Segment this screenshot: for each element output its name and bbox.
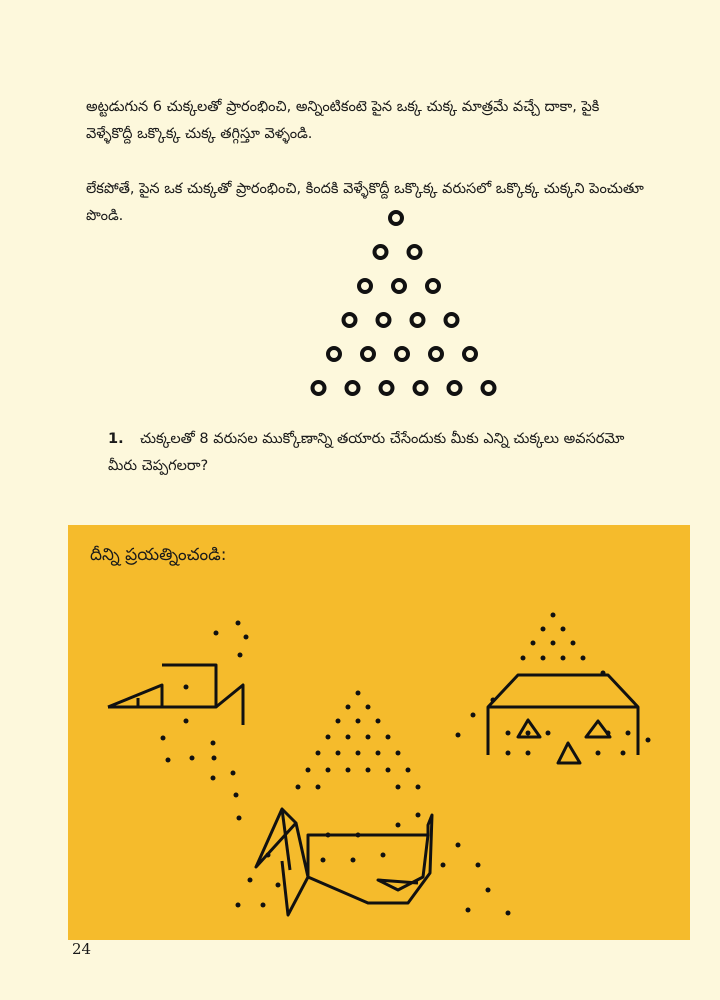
triangle-dot — [375, 246, 387, 258]
triangle-dot — [483, 382, 495, 394]
activity-heading: దీన్ని ప్రయత్నించండి: — [90, 545, 227, 565]
alternate-paragraph: లేకపోతే, పైన ఒక చుక్కతో ప్రారంభించి, కిందకి వెళ్ళేకొద్దీ ఒక్కొక్క వరుసలో ఒక్కొక్క చుక్కని పెంచుతూ పొండి. — [86, 181, 644, 224]
dot-triangle-figure — [300, 200, 500, 400]
triangle-dot — [430, 348, 442, 360]
question-1 — [108, 426, 648, 480]
triangle-dot — [446, 314, 458, 326]
try-this-panel — [68, 525, 690, 940]
triangle-dot — [347, 382, 359, 394]
question-text: చుక్కలతో 8 వరుసల ముక్కోణాన్ని తయారు చేసేందుకు మీకు ఎన్ని చుక్కలు అవసరమో మీరు చెప్పగలరా? — [108, 431, 625, 474]
fish-drawing — [108, 621, 249, 821]
triangle-dot — [464, 348, 476, 360]
triangle-dot — [415, 382, 427, 394]
intro-paragraph: అట్టడుగున 6 చుక్కలతో ప్రారంభించి, అన్నింటికంటె పైన ఒక్క చుక్క మాత్రమే వచ్చే దాకా, పైకి వెళ్ళేకొద్దీ ఒక్కొక్క చుక్క తగ్గిస్తూ వెళ్ళండి. — [86, 99, 600, 142]
triangle-dot — [449, 382, 461, 394]
triangle-dot — [396, 348, 408, 360]
triangle-dot — [427, 280, 439, 292]
triangle-dot — [378, 314, 390, 326]
triangle-dot — [390, 212, 402, 224]
triangle-dot — [412, 314, 424, 326]
triangle-dot — [344, 314, 356, 326]
page-number: 24 — [72, 940, 92, 958]
dog-drawing — [236, 691, 511, 916]
dog-outline — [256, 809, 432, 915]
triangle-dot — [313, 382, 325, 394]
question-number: 1. — [108, 431, 124, 447]
triangle-dot — [328, 348, 340, 360]
house-drawing — [456, 613, 651, 764]
triangle-dot — [393, 280, 405, 292]
triangle-dot — [362, 348, 374, 360]
triangle-dot — [409, 246, 421, 258]
dot-drawings — [68, 525, 690, 940]
triangle-dot — [359, 280, 371, 292]
triangle-dot — [381, 382, 393, 394]
